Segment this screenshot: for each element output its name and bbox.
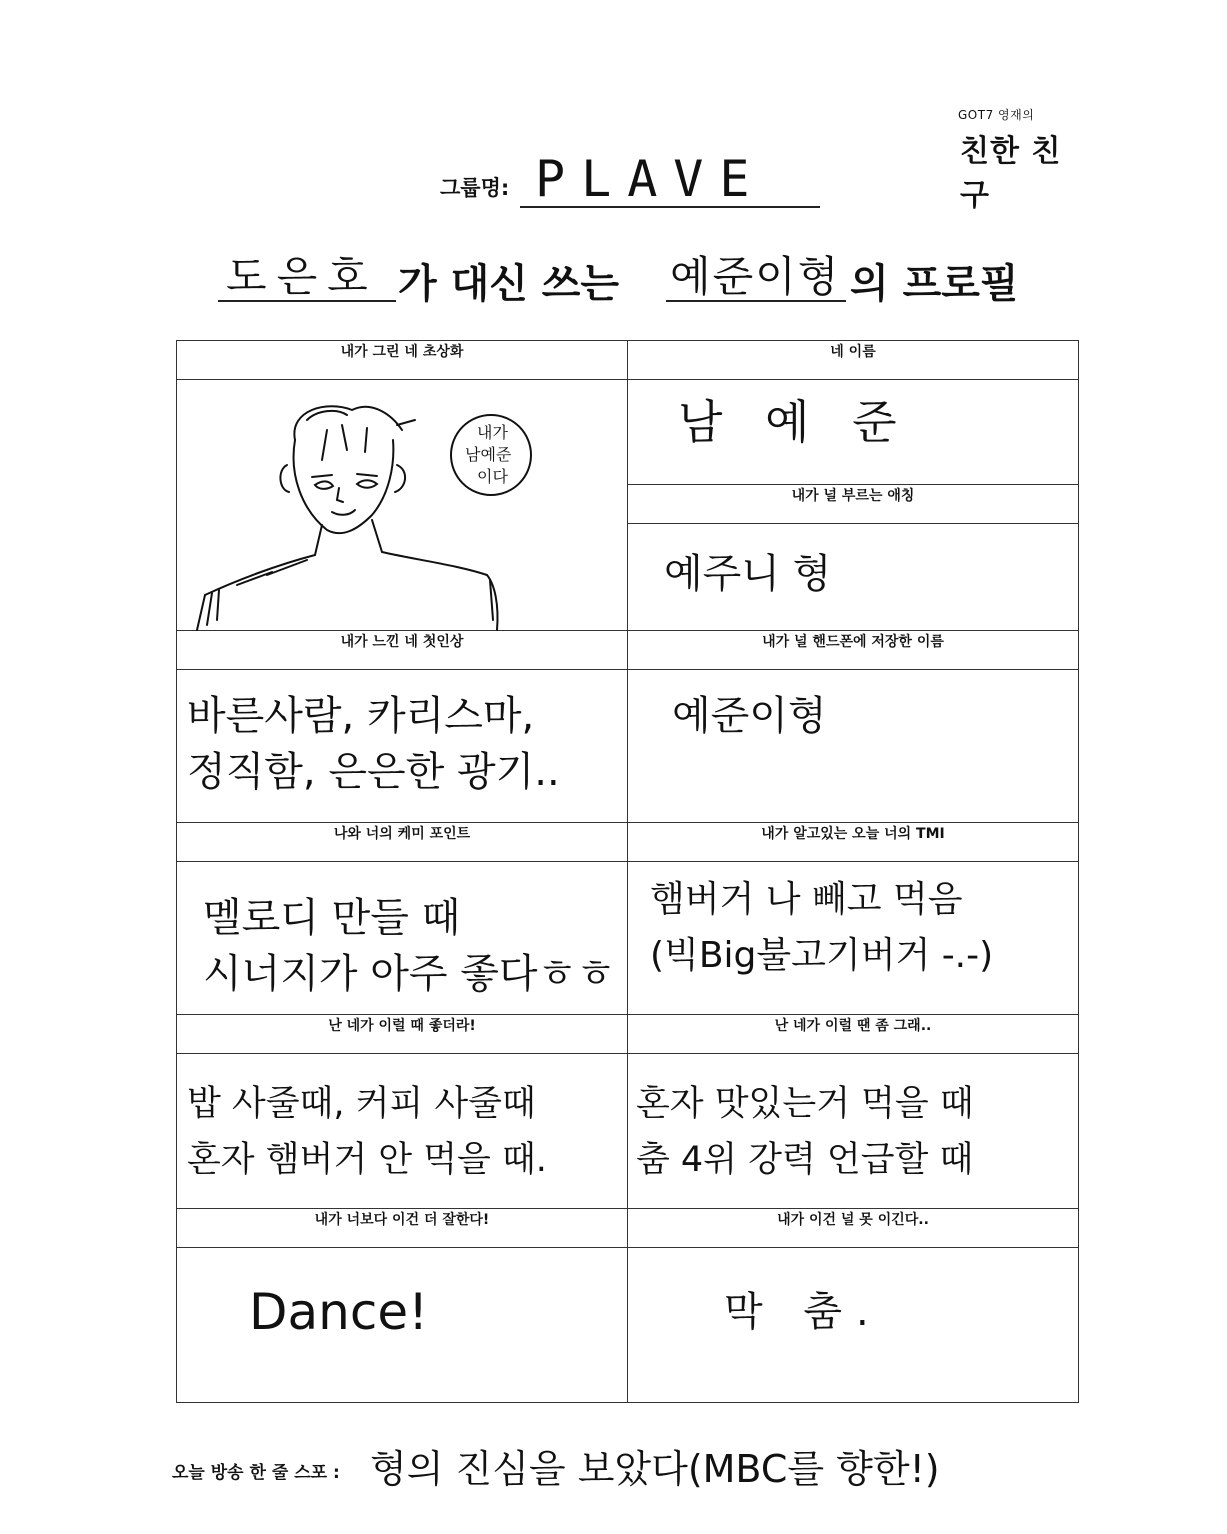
answer-chemistry-cell [177, 862, 628, 1015]
portrait-cell [177, 380, 628, 631]
like-when-line-2: 혼자 햄버거 안 먹을 때. [187, 1140, 547, 1180]
group-name-label: 그룹명: [440, 176, 510, 200]
header-dislike-when: 난 네가 이럴 땐 좀 그래.. [628, 1015, 1079, 1054]
answer-dislike-when [628, 1054, 1078, 1188]
answer-first-impression [177, 670, 627, 800]
dislike-when-line-1: 혼자 맛있는거 먹을 때 [636, 1084, 974, 1124]
group-name-value: PLAVE [535, 150, 766, 208]
answer-phone-name-cell [628, 670, 1079, 823]
answer-dislike-when-cell [628, 1054, 1079, 1209]
logo-small-text: GOT7 영재의 [958, 108, 1035, 122]
header-better-at: 내가 너보다 이건 더 잘한다! [177, 1209, 628, 1248]
answer-name-cell [628, 380, 1079, 485]
answer-cannot-beat: 막 춤. [724, 1289, 883, 1335]
answer-cannot-beat-cell [628, 1248, 1079, 1403]
portrait-drawing [177, 380, 628, 632]
header-chemistry: 나와 너의 케미 포인트 [177, 823, 628, 862]
tmi-line-2: (빅Big불고기버거 -.-) [650, 935, 994, 976]
answer-first-impression-cell [177, 670, 628, 823]
subject-name: 예준이형 [670, 252, 841, 301]
header-cannot-beat: 내가 이건 널 못 이긴다.. [628, 1209, 1079, 1248]
broadcast-spoiler [172, 1438, 1072, 1498]
answer-like-when-cell [177, 1054, 628, 1209]
bubble-line-3: 이다 [477, 467, 508, 486]
header-nickname: 내가 널 부르는 애칭 [628, 484, 1079, 524]
chemistry-line-1: 멜로디 만들 때 [203, 895, 461, 941]
writer-name: 도은호 [226, 252, 378, 301]
answer-tmi [628, 862, 1078, 984]
answer-like-when [177, 1054, 627, 1188]
logo-big-text: 친한 친구 [960, 134, 1062, 213]
answer-better-at: Dance! [249, 1283, 429, 1341]
answer-phone-name: 예준이형 [672, 693, 827, 739]
first-impression-line-1: 바른사람, 카리스마, [187, 693, 535, 739]
first-impression-line-2: 정직함, 은은한 광기.. [187, 749, 560, 795]
header-portrait: 내가 그린 네 초상화 [177, 341, 628, 380]
bubble-line-2: 남예준 [465, 445, 512, 464]
answer-name: 남 예 준 [678, 395, 911, 449]
like-when-line-1: 밥 사줄때, 커피 사줄때 [187, 1084, 536, 1124]
header-name: 네 이름 [628, 341, 1079, 380]
answer-chemistry [177, 862, 627, 1002]
header-like-when: 난 네가 이럴 때 좋더라! [177, 1015, 628, 1054]
header-phone-name: 내가 널 핸드폰에 저장한 이름 [628, 631, 1079, 670]
spoiler-label: 오늘 방송 한 줄 스포 : [172, 1463, 340, 1483]
dislike-when-line-2: 춤 4위 강력 언급할 때 [636, 1140, 974, 1180]
header-tmi: 내가 알고있는 오늘 너의 TMI [628, 823, 1079, 862]
bubble-line-1: 내가 [477, 423, 508, 442]
spoiler-value: 형의 진심을 보았다(MBC를 향한!) [370, 1447, 940, 1491]
answer-nickname-cell [628, 524, 1079, 631]
header-first-impression: 내가 느낀 네 첫인상 [177, 631, 628, 670]
profile-title [218, 244, 1048, 314]
answer-nickname: 예주니 형 [664, 551, 832, 598]
chemistry-line-2: 시너지가 아주 좋다ㅎㅎ [203, 951, 615, 997]
group-name-row [440, 150, 820, 210]
answer-tmi-cell [628, 862, 1079, 1015]
title-suffix: 의 프로필 [850, 261, 1019, 307]
profile-table [176, 340, 1079, 1403]
tmi-line-1: 햄버거 나 빼고 먹음 [650, 879, 963, 920]
title-middle: 가 대신 쓰는 [398, 261, 620, 307]
logo-got7-friend [958, 100, 1088, 213]
answer-better-at-cell [177, 1248, 628, 1403]
